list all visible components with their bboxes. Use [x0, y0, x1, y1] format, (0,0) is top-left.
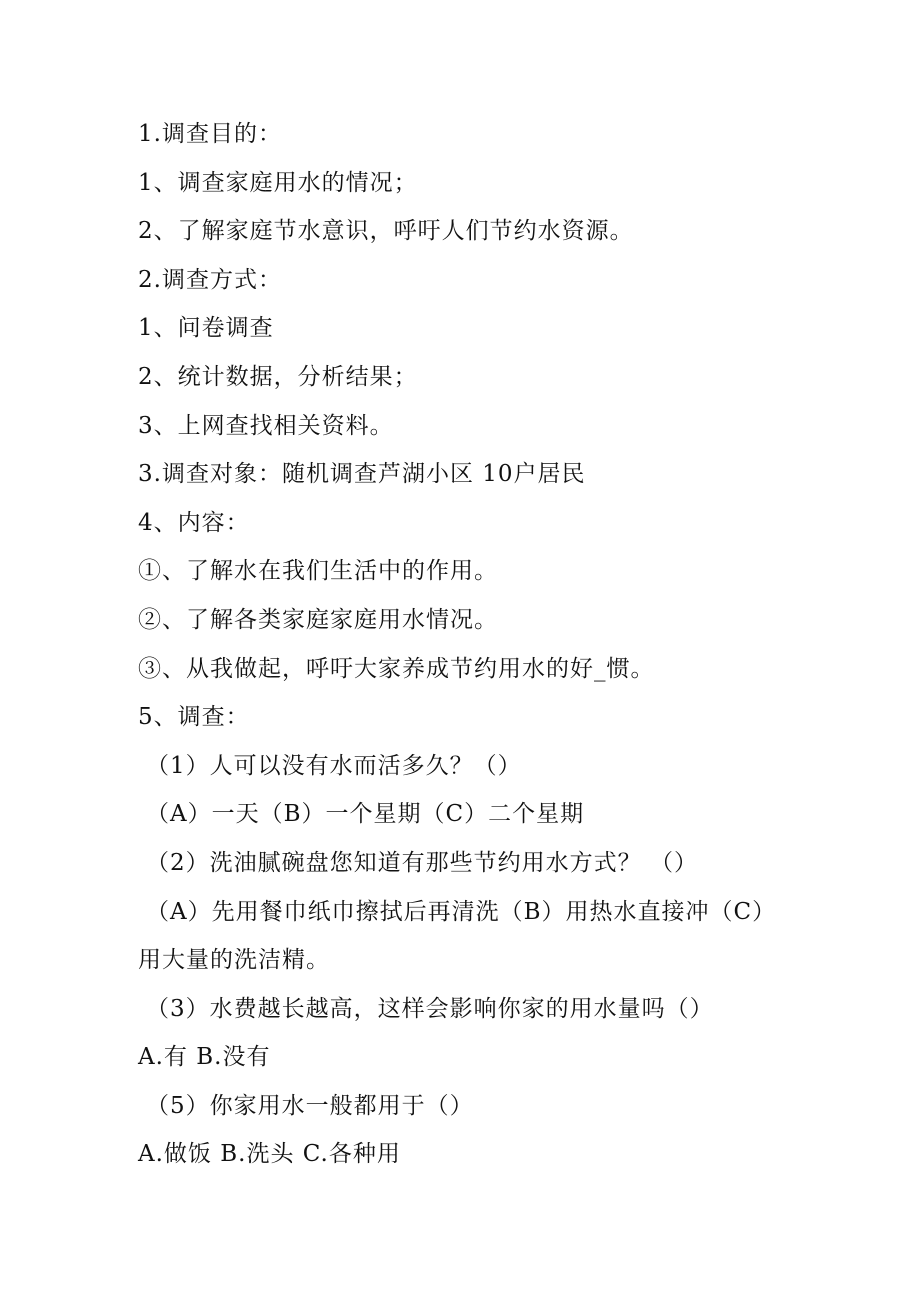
text-line: ②、了解各类家庭家庭用水情况。: [138, 606, 498, 633]
text-line: 4、内容：: [138, 509, 250, 536]
document-body: [138, 110, 788, 1179]
text-line: （1）人可以没有水而活多久？（）: [146, 752, 522, 779]
text-line: （3）水费越长越高，这样会影响你家的用水量吗（）: [146, 995, 714, 1022]
text-line: （A）先用餐巾纸巾擦拭后再清洗（B）用热水直接冲（C）: [146, 898, 777, 925]
text-line: ③、从我做起，呼吁大家养成节约用水的好_惯。: [138, 655, 655, 682]
text-line: ①、了解水在我们生活中的作用。: [138, 558, 498, 585]
text-line: 2、了解家庭节水意识，呼吁人们节约水资源。: [138, 218, 634, 245]
text-line: A.有 B.没有: [138, 1044, 271, 1071]
text-line: A.做饭 B.洗头 C.各种用: [138, 1141, 401, 1168]
text-line: 3、上网查找相关资料。: [138, 412, 394, 439]
text-line: （5）你家用水一般都用于（）: [146, 1092, 474, 1119]
text-line: （2）洗油腻碗盘您知道有那些节约用水方式？ （）: [146, 849, 698, 876]
text-line: （A）一天（B）一个星期（C）二个星期: [146, 801, 585, 828]
text-line: 用大量的洗洁精。: [138, 947, 330, 974]
text-line: 3.调查对象：随机调查芦湖小区 10户居民: [138, 461, 586, 488]
text-line: 1、问卷调查: [138, 315, 274, 342]
text-line: 1、调查家庭用水的情况；: [138, 169, 418, 196]
text-line: 1.调查目的：: [138, 121, 282, 147]
text-line: 5、调查：: [138, 704, 250, 731]
text-line: 2、统计数据，分析结果；: [138, 363, 418, 390]
text-line: 2.调查方式：: [138, 266, 282, 293]
